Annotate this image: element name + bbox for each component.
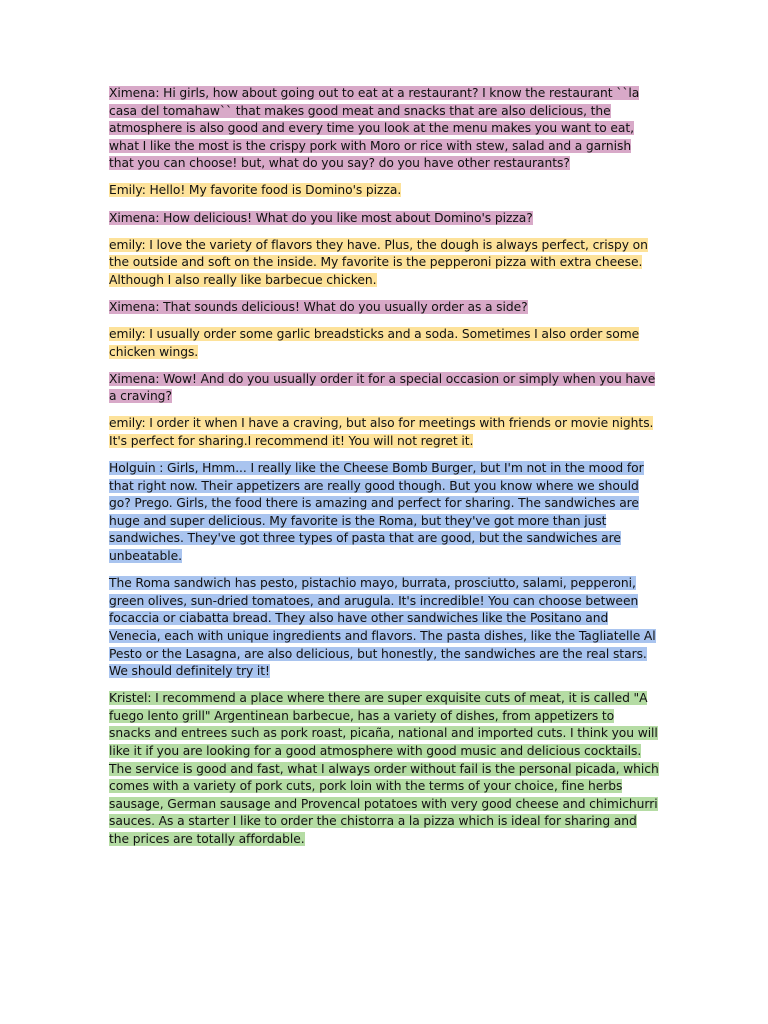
dialogue-paragraph-emily <box>109 237 659 290</box>
dialogue-paragraph-ximena <box>109 371 659 406</box>
highlighted-text: Ximena: Wow! And do you usually order it for a special occasion or simply when you have a craving? <box>109 371 656 404</box>
highlighted-text: Ximena: Hi girls, how about going out to eat at a restaurant? I know the restaurant ``la casa del tomahaw`` that makes good meat and snacks that are also delicious, the atmosphere is also good and every time you look at the menu makes you want to eat, what I like the most is the crispy pork with Moro or rice with stew, salad and a garnish that you can choose! but, what do you say? do you have other restaurants? <box>109 86 640 171</box>
highlighted-text: Kristel: I recommend a place where there are super exquisite cuts of meat, it is called "A fuego lento grill" Argentinean barbecue, has a variety of dishes, from appetizers to snacks and entrees such as pork roast, picaña, national and imported cuts. I think you will like it if you are looking for a good atmosphere with good music and delicious cocktails. The service is good and fast, what I always order without fail is the personal picada, which comes with a variety of pork cuts, pork loin with the terms of your choice, fine herbs sausage, German sausage and Provencal potatoes with very good cheese and chimichurri sauces. As a starter I like to order the chistorra a la pizza which is ideal for sharing and the prices are totally affordable. <box>109 691 659 846</box>
highlighted-text: emily: I order it when I have a craving, but also for meetings with friends or movie nights. It's perfect for sharing.I recommend it! You will not regret it. <box>109 416 654 448</box>
dialogue-paragraph-emily <box>109 182 659 200</box>
dialogue-paragraph-ximena <box>109 299 659 317</box>
highlighted-text: Ximena: How delicious! What do you like most about Domino's pizza? <box>109 210 533 225</box>
highlighted-text: Holguin : Girls, Hmm... I really like the Cheese Bomb Burger, but I'm not in the mood for that right now. Their appetizers are really good though. But you know where we should go? Prego. Girls, the food there is amazing and perfect for sharing. The sandwiches are huge and super delicious. My favorite is the Roma, but they've got more than just sandwiches. They've got three types of pasta that are good, but the sandwiches are unbeatable. <box>109 461 644 564</box>
highlighted-text: Ximena: That sounds delicious! What do you usually order as a side? <box>109 299 528 314</box>
highlighted-text: emily: I usually order some garlic breadsticks and a soda. Sometimes I also order some chicken wings. <box>109 327 640 359</box>
dialogue-paragraph-holguin <box>109 460 659 566</box>
dialogue-paragraph-ximena <box>109 85 659 173</box>
dialogue-paragraph-ximena <box>109 210 659 228</box>
document-page <box>109 85 659 858</box>
dialogue-paragraph-emily <box>109 326 659 361</box>
dialogue-paragraph-holguin <box>109 575 659 681</box>
highlighted-text: The Roma sandwich has pesto, pistachio mayo, burrata, prosciutto, salami, pepperoni, green olives, sun-dried tomatoes, and arugula. It's incredible! You can choose between focaccia or ciabatta bread. They also have other sandwiches like the Positano and Venecia, each with unique ingredients and flavors. The pasta dishes, like the Tagliatelle Al Pesto or the Lasagna, are also delicious, but honestly, the sandwiches are the real stars. We should definitely try it! <box>109 576 656 679</box>
highlighted-text: emily: I love the variety of flavors they have. Plus, the dough is always perfect, crispy on the outside and soft on the inside. My favorite is the pepperoni pizza with extra cheese. Although I also really like barbecue chicken. <box>109 237 648 287</box>
dialogue-paragraph-kristel <box>109 690 659 848</box>
highlighted-text: Emily: Hello! My favorite food is Domino's pizza. <box>109 183 402 198</box>
dialogue-paragraph-emily <box>109 415 659 450</box>
